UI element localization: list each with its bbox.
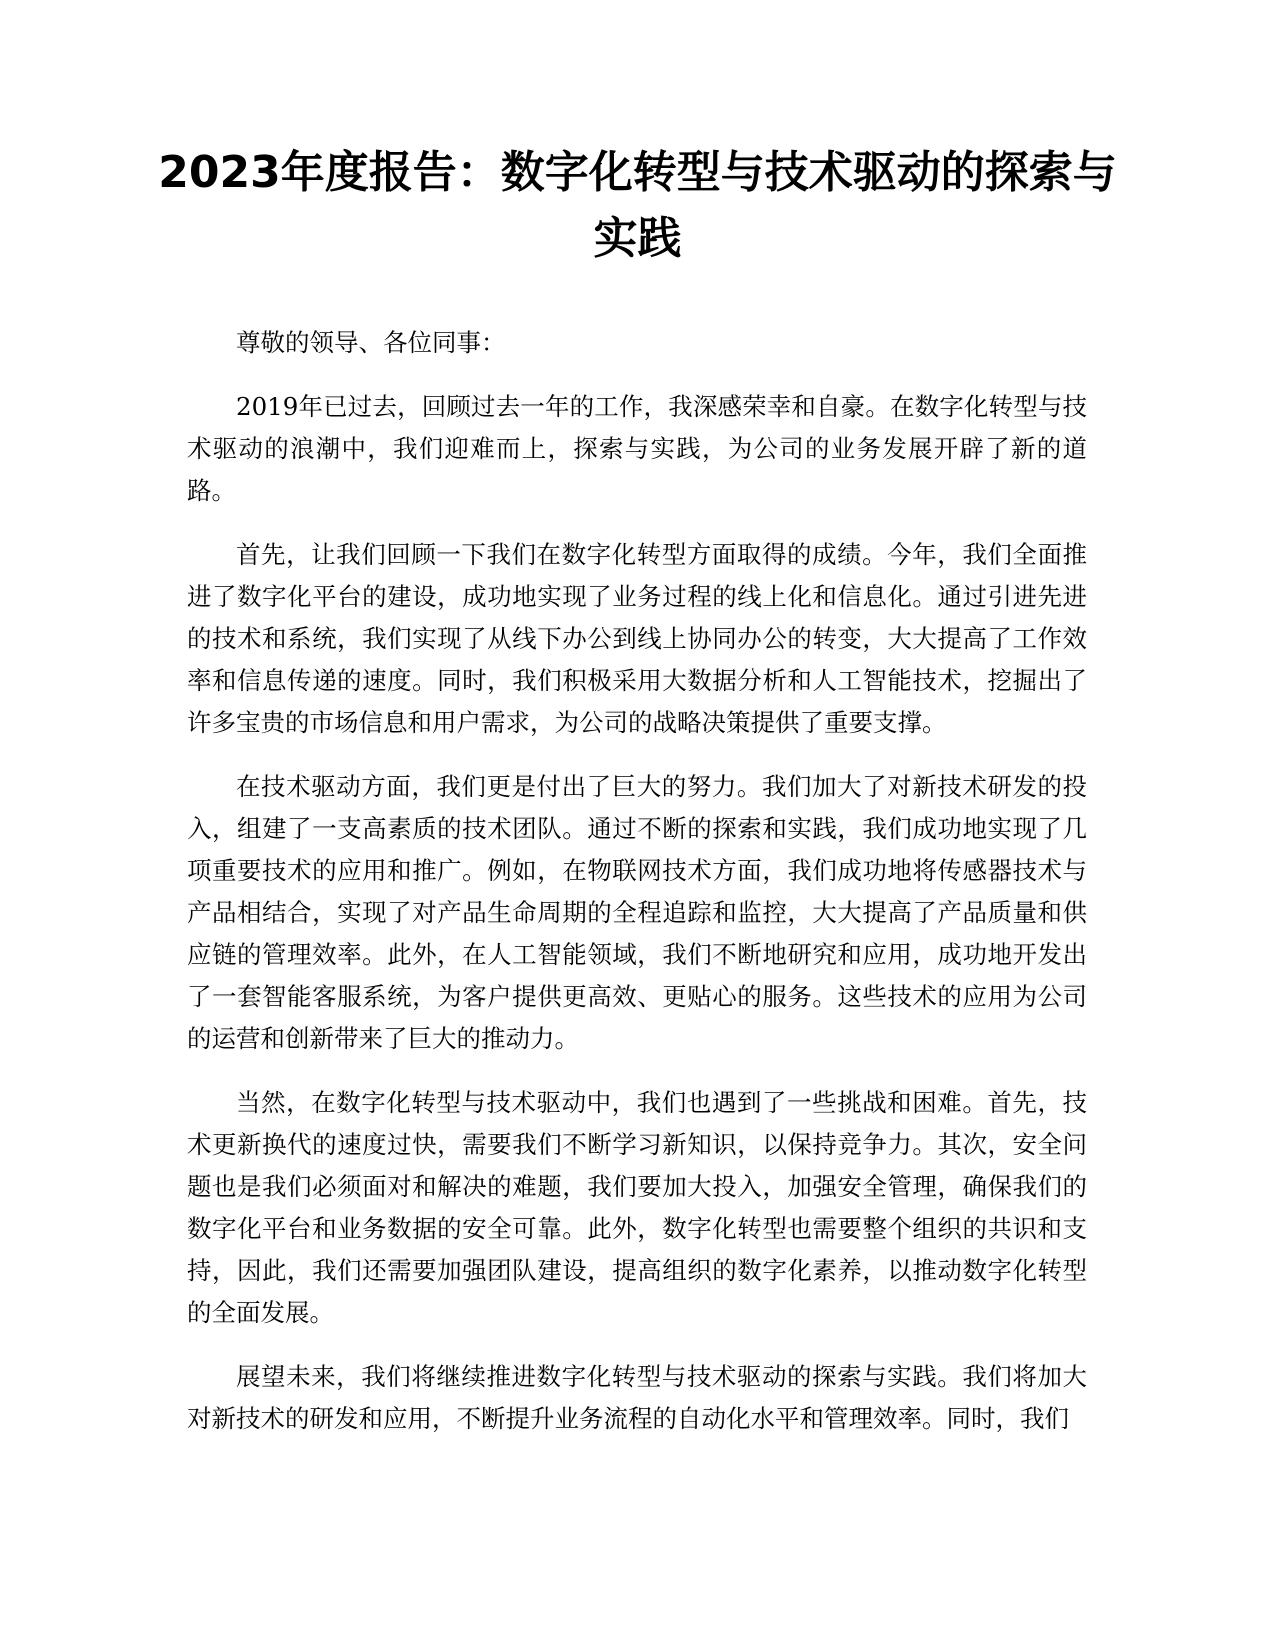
- body-paragraph: 2019年已过去，回顾过去一年的工作，我深感荣幸和自豪。在数字化转型与技术驱动的浪潮中，我们迎难而上，探索与实践，为公司的业务发展开辟了新的道路。: [187, 392, 1087, 505]
- body-paragraph: 当然，在数字化转型与技术驱动中，我们也遇到了一些挑战和困难。首先，技术更新换代的速度过快，需要我们不断学习新知识，以保持竞争力。其次，安全问题也是我们必须面对和解决的难题，我们要加大投入，加强安全管理，确保我们的数字化平台和业务数据的安全可靠。此外，数字化转型也需要整个组织的共识和支持，因此，我们还需要加强团队建设，提高组织的数字化素养，以推动数字化转型的全面发展。: [187, 1088, 1087, 1327]
- document-body: [187, 322, 1087, 1462]
- body-paragraph: 首先，让我们回顾一下我们在数字化转型方面取得的成绩。今年，我们全面推进了数字化平台的建设，成功地实现了业务过程的线上化和信息化。通过引进先进的技术和系统，我们实现了从线下办公到线上协同办公的转变，大大提高了工作效率和信息传递的速度。同时，我们积极采用大数据分析和人工智能技术，挖掘出了许多宝贵的市场信息和用户需求，为公司的战略决策提供了重要支撑。: [187, 540, 1087, 737]
- document-title: 2023年度报告：数字化转型与技术驱动的探索与实践: [158, 147, 1117, 264]
- body-paragraph: 展望未来，我们将继续推进数字化转型与技术驱动的探索与实践。我们将加大对新技术的研发和应用，不断提升业务流程的自动化水平和管理效率。同时，我们: [187, 1362, 1087, 1433]
- salutation-paragraph: 尊敬的领导、各位同事：: [236, 328, 506, 357]
- body-paragraph: 在技术驱动方面，我们更是付出了巨大的努力。我们加大了对新技术研发的投入，组建了一支高素质的技术团队。通过不断的探索和实践，我们成功地实现了几项重要技术的应用和推广。例如，在物联网技术方面，我们成功地将传感器技术与产品相结合，实现了对产品生命周期的全程追踪和监控，大大提高了产品质量和供应链的管理效率。此外，在人工智能领域，我们不断地研究和应用，成功地开发出了一套智能客服系统，为客户提供更高效、更贴心的服务。这些技术的应用为公司的运营和创新带来了巨大的推动力。: [187, 772, 1087, 1053]
